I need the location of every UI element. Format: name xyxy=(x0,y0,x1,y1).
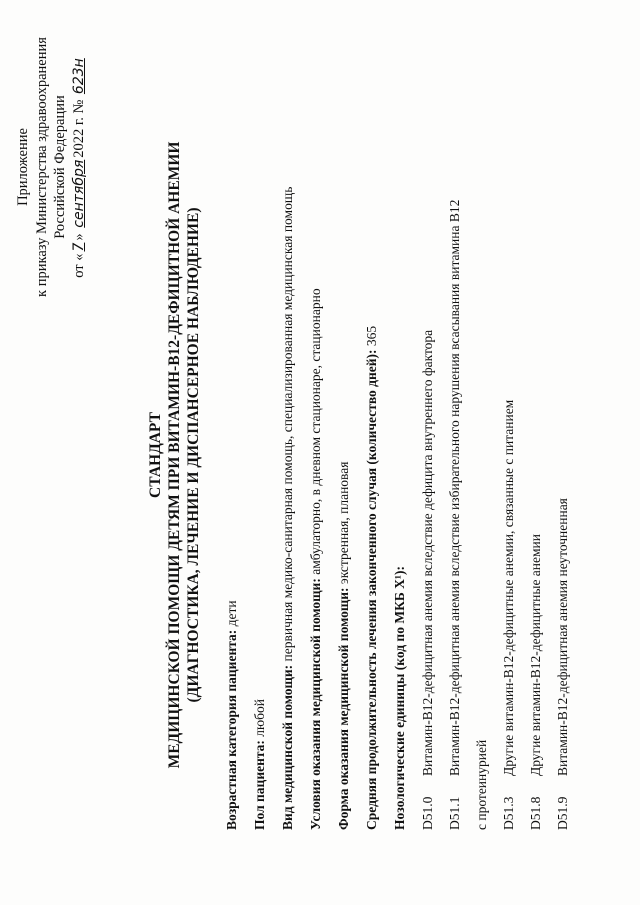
duration-label: Средняя продолжительность лечения законченного случая (количество дней): xyxy=(364,349,379,830)
date-year: 2022 г. № xyxy=(70,99,87,158)
form-label: Форма оказания медицинской помощи: xyxy=(336,587,351,830)
appendix-date-line xyxy=(70,27,89,307)
icd-description: Витамин-В12-дефицитная анемия вследствие избирательного нарушения всасывания витамина В12 xyxy=(447,199,462,776)
care-type-row xyxy=(274,50,302,830)
sex-value: любой xyxy=(252,699,267,737)
date-mid: » xyxy=(70,233,87,241)
sex-row xyxy=(246,50,274,830)
age-value: дети xyxy=(224,600,239,627)
duration-row xyxy=(358,50,386,830)
list-item xyxy=(549,50,576,830)
nosology-label: Нозологические единицы (код по МКБ Х¹): xyxy=(392,566,407,830)
conditions-value: амбулаторно, в дневном стационаре, стационарно xyxy=(308,288,323,575)
appendix-federation: Российской Федерации xyxy=(52,95,68,239)
icd-code: D51.3 xyxy=(501,796,516,830)
form-value: экстренная, плановая xyxy=(336,461,351,585)
icd-code: D51.1 xyxy=(447,796,462,830)
list-item xyxy=(522,50,549,830)
icd-description: Другие витамин-В12-дефицитные анемии, связанные с питанием xyxy=(501,399,516,776)
age-label: Возрастная категория пациента: xyxy=(224,629,239,830)
icd-description: Витамин-В12-дефицитная анемия вследствие дефицита внутреннего фактора xyxy=(420,329,435,776)
info-section xyxy=(218,50,576,830)
conditions-label: Условия оказания медицинской помощи: xyxy=(308,578,323,830)
icd-code: D51.0 xyxy=(420,796,435,830)
icd-description: Другие витамин-В12-дефицитные анемии xyxy=(528,533,543,776)
title-sub: (ДИАГНОСТИКА, ЛЕЧЕНИЕ И ДИСПАНСЕРНОЕ НАБЛЮДЕНИЕ) xyxy=(185,207,202,703)
appendix-title: Приложение xyxy=(15,128,31,206)
list-item xyxy=(495,50,522,830)
sex-label: Пол пациента: xyxy=(252,740,267,830)
appendix-order-ref: к приказу Министерства здравоохранения xyxy=(33,37,50,297)
title-standard: СТАНДАРТ xyxy=(147,412,164,498)
care-type-label: Вид медицинской помощи: xyxy=(280,664,295,830)
conditions-row xyxy=(302,50,330,830)
list-item xyxy=(441,50,468,830)
nosology-list xyxy=(414,50,576,830)
list-item xyxy=(414,50,441,830)
date-day: 7 xyxy=(70,242,87,252)
document-title xyxy=(146,45,203,865)
icd-description-continuation: с протеинурией xyxy=(474,739,489,830)
icd-code: D51.8 xyxy=(528,796,543,830)
title-main: МЕДИЦИНСКОЙ ПОМОЩИ ДЕТЯМ ПРИ ВИТАМИН-В12-ДЕФИЦИТНОЙ АНЕМИИ xyxy=(166,141,183,769)
appendix-block xyxy=(14,27,88,307)
date-prefix: от « xyxy=(70,253,87,278)
care-type-value: первичная медико-санитарная помощь, специализированная медицинская помощь xyxy=(280,186,295,662)
date-month: сентября xyxy=(70,159,87,228)
icd-description: Витамин-В12-дефицитная анемия неуточненная xyxy=(555,498,570,776)
order-number: 623н xyxy=(70,58,87,95)
duration-value: 365 xyxy=(364,325,379,347)
age-row xyxy=(218,50,246,830)
icd-code: D51.9 xyxy=(555,796,570,830)
form-row xyxy=(330,50,358,830)
nosology-row xyxy=(386,50,414,830)
